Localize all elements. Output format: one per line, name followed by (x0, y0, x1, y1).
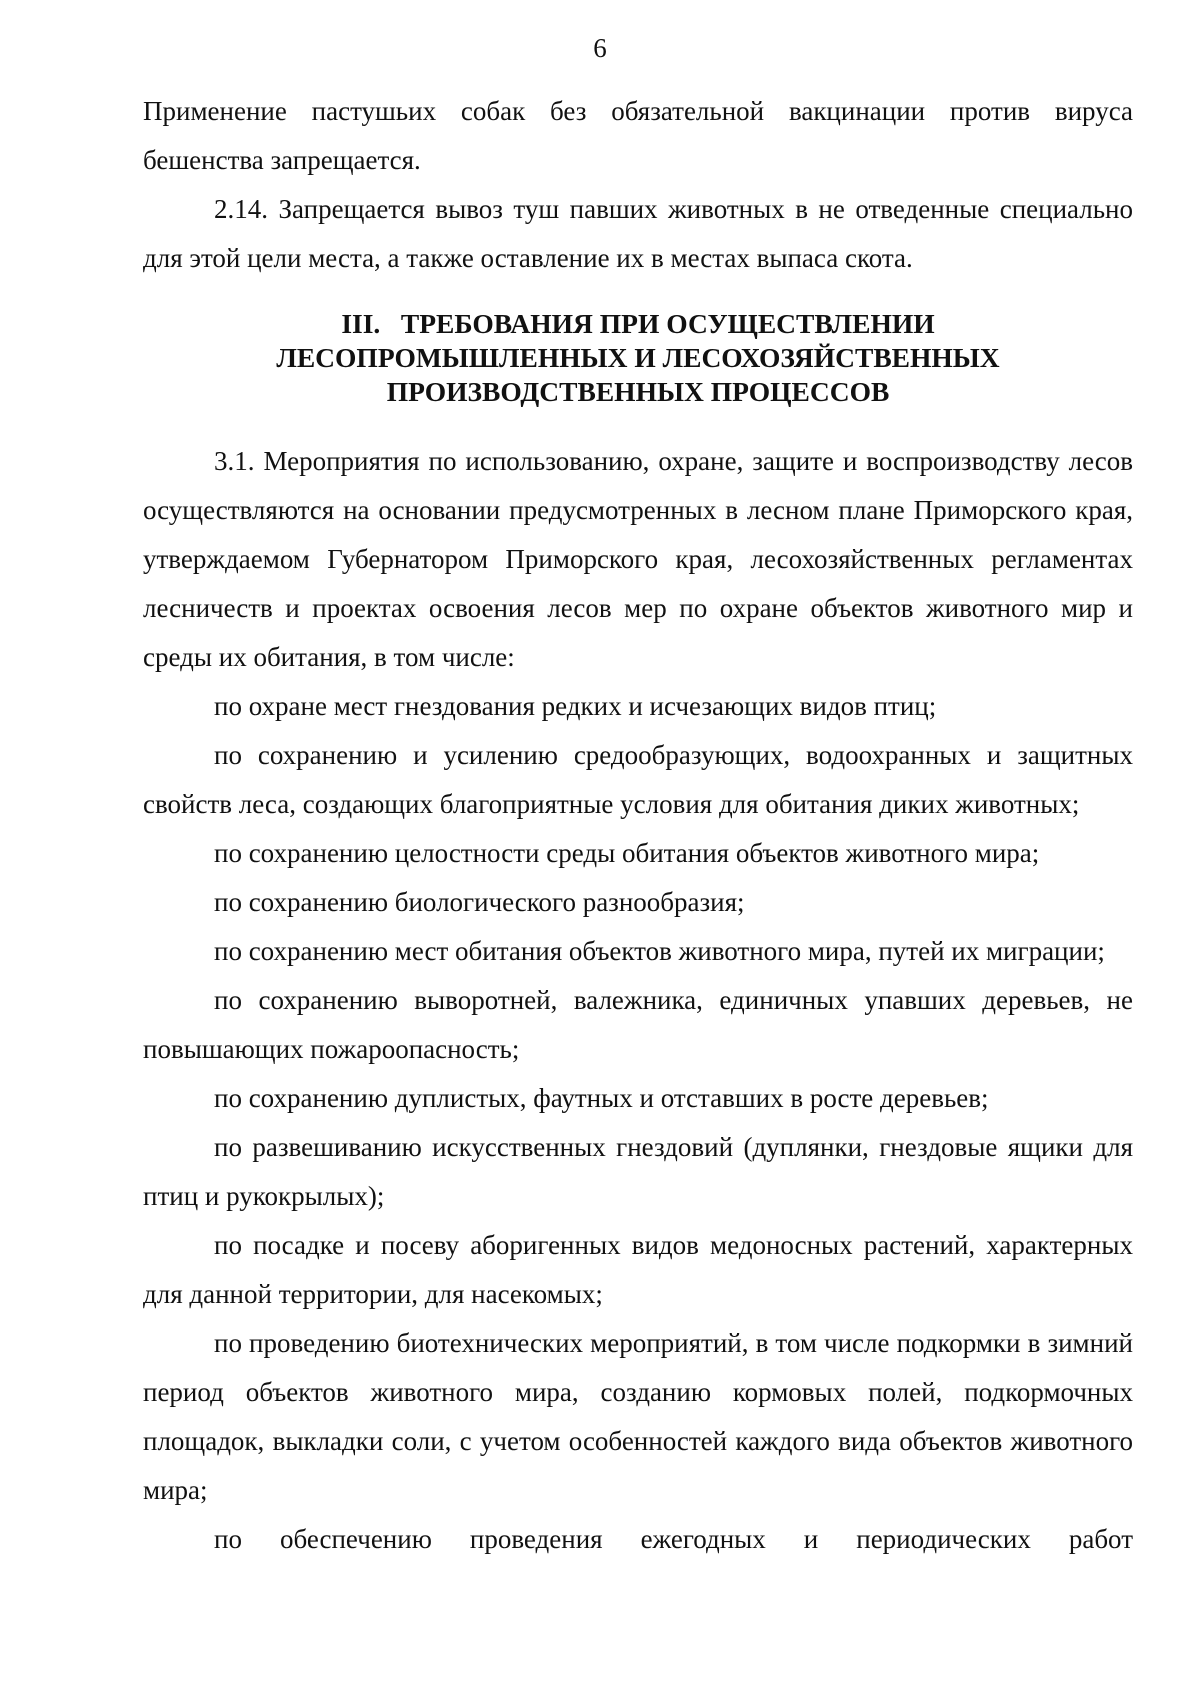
list-item: по развешиванию искусственных гнездовий (дуплянки, гнездовые ящики для птиц и рукокрылых); (143, 1132, 1133, 1211)
section-heading-line: ПРОИЗВОДСТВЕННЫХ ПРОЦЕССОВ (386, 376, 890, 407)
paragraph-shepherd-dogs: Применение пастушьих собак без обязательной вакцинации против вируса бешенства запрещается. (143, 96, 1133, 175)
list-item: по охране мест гнездования редких и исчезающих видов птиц; (214, 691, 937, 721)
list-item: по сохранению целостности среды обитания объектов животного мира; (214, 838, 1040, 868)
list-item: по посадке и посеву аборигенных видов медоносных растений, характерных для данной территории, для насекомых; (143, 1230, 1133, 1309)
list-item: по проведению биотехнических мероприятий, в том числе подкормки в зимний период объектов животного мира, созданию кормовых полей, подкормочных площадок, выкладки соли, с учетом особенностей каждого вида объектов животного мира; (143, 1328, 1133, 1505)
list-item: по сохранению дуплистых, фаутных и отставших в росте деревьев; (214, 1083, 989, 1113)
list-item: по сохранению биологического разнообразия; (214, 887, 745, 917)
section-heading (143, 307, 1133, 409)
paragraph-3-1: 3.1. Мероприятия по использованию, охране, защите и воспроизводству лесов осуществляются на основании предусмотренных в лесном плане Приморского края, утверждаемом Губернатором Приморского края, лесохозяйственных регламентах лесничеств и проектах освоения лесов мер по охране объектов животного мир и среды их обитания, в том числе: (143, 446, 1133, 672)
page-number: 6 (593, 33, 607, 63)
section-heading-line: III. ТРЕБОВАНИЯ ПРИ ОСУЩЕСТВЛЕНИИ (341, 308, 935, 339)
list-item: по сохранению и усилению средообразующих, водоохранных и защитных свойств леса, создающих благоприятные условия для обитания диких животных; (143, 740, 1133, 819)
section-heading-line: ЛЕСОПРОМЫШЛЕННЫХ И ЛЕСОХОЗЯЙСТВЕННЫХ (276, 342, 1000, 373)
list-item: по обеспечению проведения ежегодных и периодических работ (214, 1524, 1133, 1554)
document-body (143, 87, 1133, 1564)
paragraph-2-14: 2.14. Запрещается вывоз туш павших животных в не отведенные специально для этой цели места, а также оставление их в местах выпаса скота. (143, 194, 1133, 273)
list-item: по сохранению выворотней, валежника, единичных упавших деревьев, не повышающих пожароопасность; (143, 985, 1133, 1064)
list-item: по сохранению мест обитания объектов животного мира, путей их миграции; (214, 936, 1105, 966)
